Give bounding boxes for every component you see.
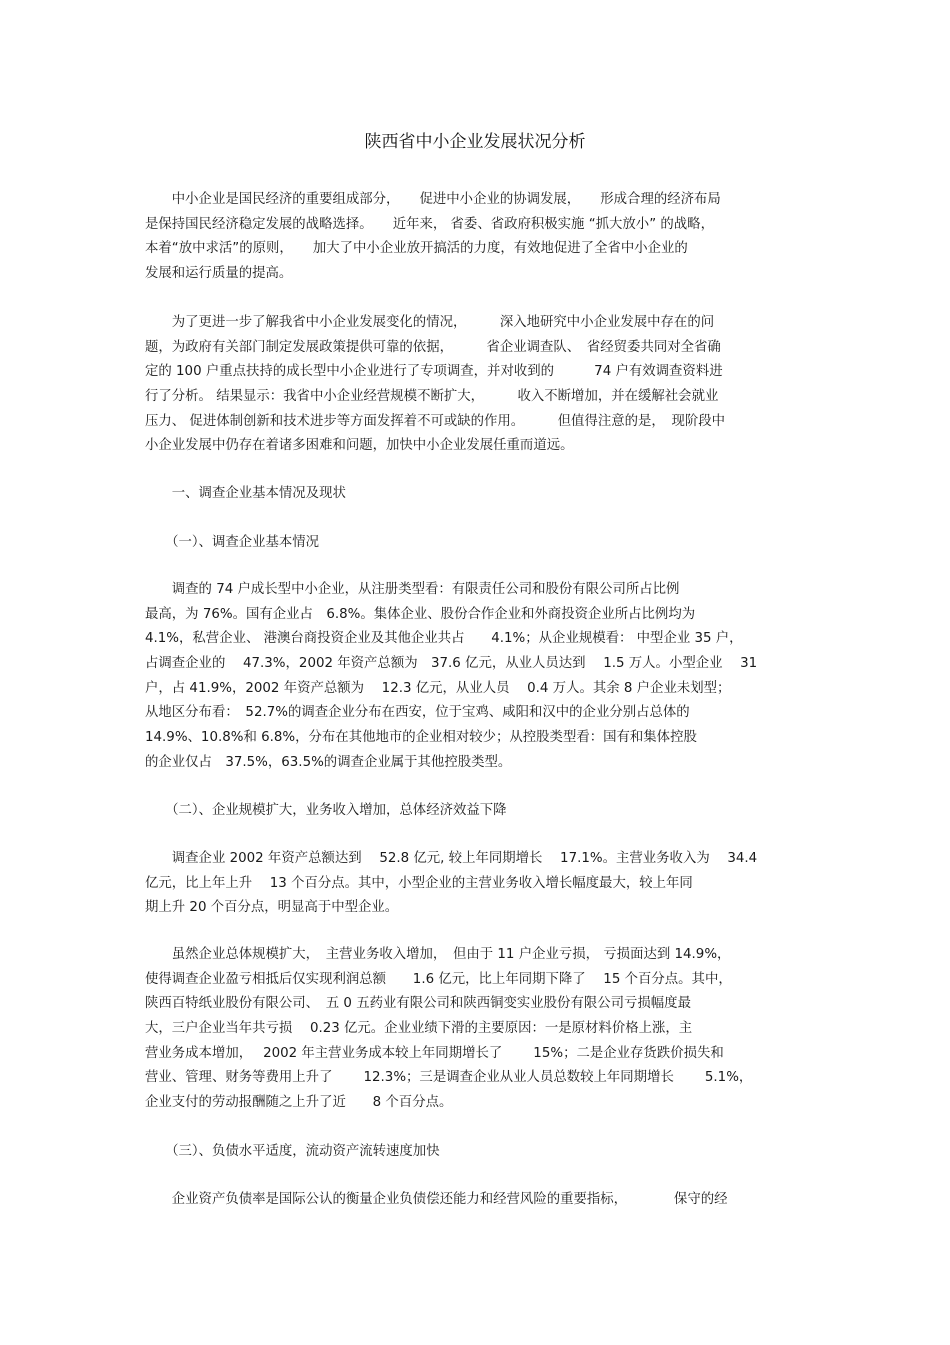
subsection-heading-2: （二）、企业规模扩大，业务收入增加，总体经济效益下降 xyxy=(145,803,507,818)
text-line: 期上升 20 个百分点，明显高于中型企业。 xyxy=(145,900,399,916)
text-line: 14.9%、10.8%和 6.8%，分布在其他地市的企业相对较少；从控股类型看：国有和集体控股 xyxy=(145,730,697,746)
text-line: 调查的 74 户成长型中小企业，从注册类型看：有限责任公司和股份有限公司所占比例 xyxy=(145,582,680,597)
section-heading-1: 一、调查企业基本情况及现状 xyxy=(145,486,346,501)
text-line: 小企业发展中仍存在着诸多困难和问题，加快中小企业发展任重而道远。 xyxy=(145,438,574,454)
profit-paragraph xyxy=(145,943,810,1116)
text-line: 使得调查企业盈亏相抵后仅实现利润总额 1.6 亿元，比上年同期下降了 15 个百分点。其中， xyxy=(145,971,732,987)
text-line: 是保持国民经济稳定发展的战略选择。 近年来， 省委、省政府积极实施 “抓大放小” 的战略， xyxy=(145,216,714,232)
purpose-paragraph xyxy=(145,311,810,459)
document-title: 陕西省中小企业发展状况分析 xyxy=(364,132,586,152)
text-line: 行了分析。 结果显示：我省中小企业经营规模不断扩大， 收入不断增加，并在缓解社会就业 xyxy=(145,389,719,405)
text-line: 定的 100 户重点扶持的成长型中小企业进行了专项调查，并对收到的 74 户有效调查资料进 xyxy=(145,364,723,380)
text-line: 本着“放中求活”的原则， 加大了中小企业放开搞活的力度，有效地促进了全省中小企业的 xyxy=(145,241,688,257)
text-line: 户，占 41.9%，2002 年资产总额为 12.3 亿元，从业人员 0.4 万人。其余 8 户企业未划型； xyxy=(145,680,731,696)
text-line: 的企业仅占 37.5%，63.5%的调查企业属于其他控股类型。 xyxy=(145,754,512,770)
text-line: 亿元，比上年上升 13 个百分点。其中，小型企业的主营业务收入增长幅度最大，较上年同 xyxy=(145,875,693,891)
text-line: 题，为政府有关部门制定发展政策提供可靠的依据， 省企业调查队、 省经贸委共同对全省确 xyxy=(145,339,721,355)
text-line: 占调查企业的 47.3%，2002 年资产总额为 37.6 亿元，从业人员达到 1.5 万人。小型企业 31 xyxy=(145,656,758,672)
text-line: 发展和运行质量的提高。 xyxy=(145,266,293,282)
text-line: 营业务成本增加， 2002 年主营业务成本较上年同期增长了 15%；二是企业存货跌价损失和 xyxy=(145,1045,724,1061)
text-line: 营业、管理、财务等费用上升了 12.3%；三是调查企业从业人员总数较上年同期增长 5.1%， xyxy=(145,1070,753,1086)
text-line: 为了更进一步了解我省中小企业发展变化的情况， 深入地研究中小企业发展中存在的问 xyxy=(145,315,715,330)
subsection-heading-1: （一）、调查企业基本情况 xyxy=(145,535,320,550)
text-line: 企业资产负债率是国际公认的衡量企业负债偿还能力和经营风险的重要指标， 保守的经 xyxy=(145,1192,728,1207)
text-line: 最高，为 76%。国有企业占 6.8%。集体企业、股份合作企业和外商投资企业所占比例均为 xyxy=(145,606,696,622)
text-line: 从地区分布看： 52.7%的调查企业分布在西安，位于宝鸡、咸阳和汉中的企业分别占总体的 xyxy=(145,705,690,721)
text-line: 4.1%，私营企业、 港澳台商投资企业及其他企业共占 4.1%；从企业规模看： 中型企业 35 户， xyxy=(145,631,743,647)
text-line: 调查企业 2002 年资产总额达到 52.8 亿元, 较上年同期增长 17.1%。主营业务收入为 34.4 xyxy=(145,851,758,866)
debt-paragraph xyxy=(145,1188,810,1213)
scale-paragraph xyxy=(145,847,810,921)
text-line: 虽然企业总体规模扩大， 主营业务收入增加， 但由于 11 户企业亏损， 亏损面达到 14.9%， xyxy=(145,947,731,962)
text-line: 陕西百特纸业股份有限公司、 五 0 五药业有限公司和陕西铜变实业股份有限公司亏损幅度最 xyxy=(145,996,691,1012)
text-line: 压力、 促进体制创新和技术进步等方面发挥着不可或缺的作用。 但值得注意的是， 现阶段中 xyxy=(145,413,726,429)
subsection-heading-3: （三）、负债水平适度，流动资产流转速度加快 xyxy=(145,1144,440,1159)
intro-paragraph xyxy=(145,188,810,287)
basic-situation-paragraph xyxy=(145,578,810,776)
text-line: 中小企业是国民经济的重要组成部分， 促进中小企业的协调发展， 形成合理的经济布局 xyxy=(145,192,721,207)
text-line: 大，三户企业当年共亏损 0.23 亿元。企业业绩下滑的主要原因：一是原材料价格上涨，主 xyxy=(145,1021,693,1037)
text-line: 企业支付的劳动报酬随之上升了近 8 个百分点。 xyxy=(145,1095,453,1111)
